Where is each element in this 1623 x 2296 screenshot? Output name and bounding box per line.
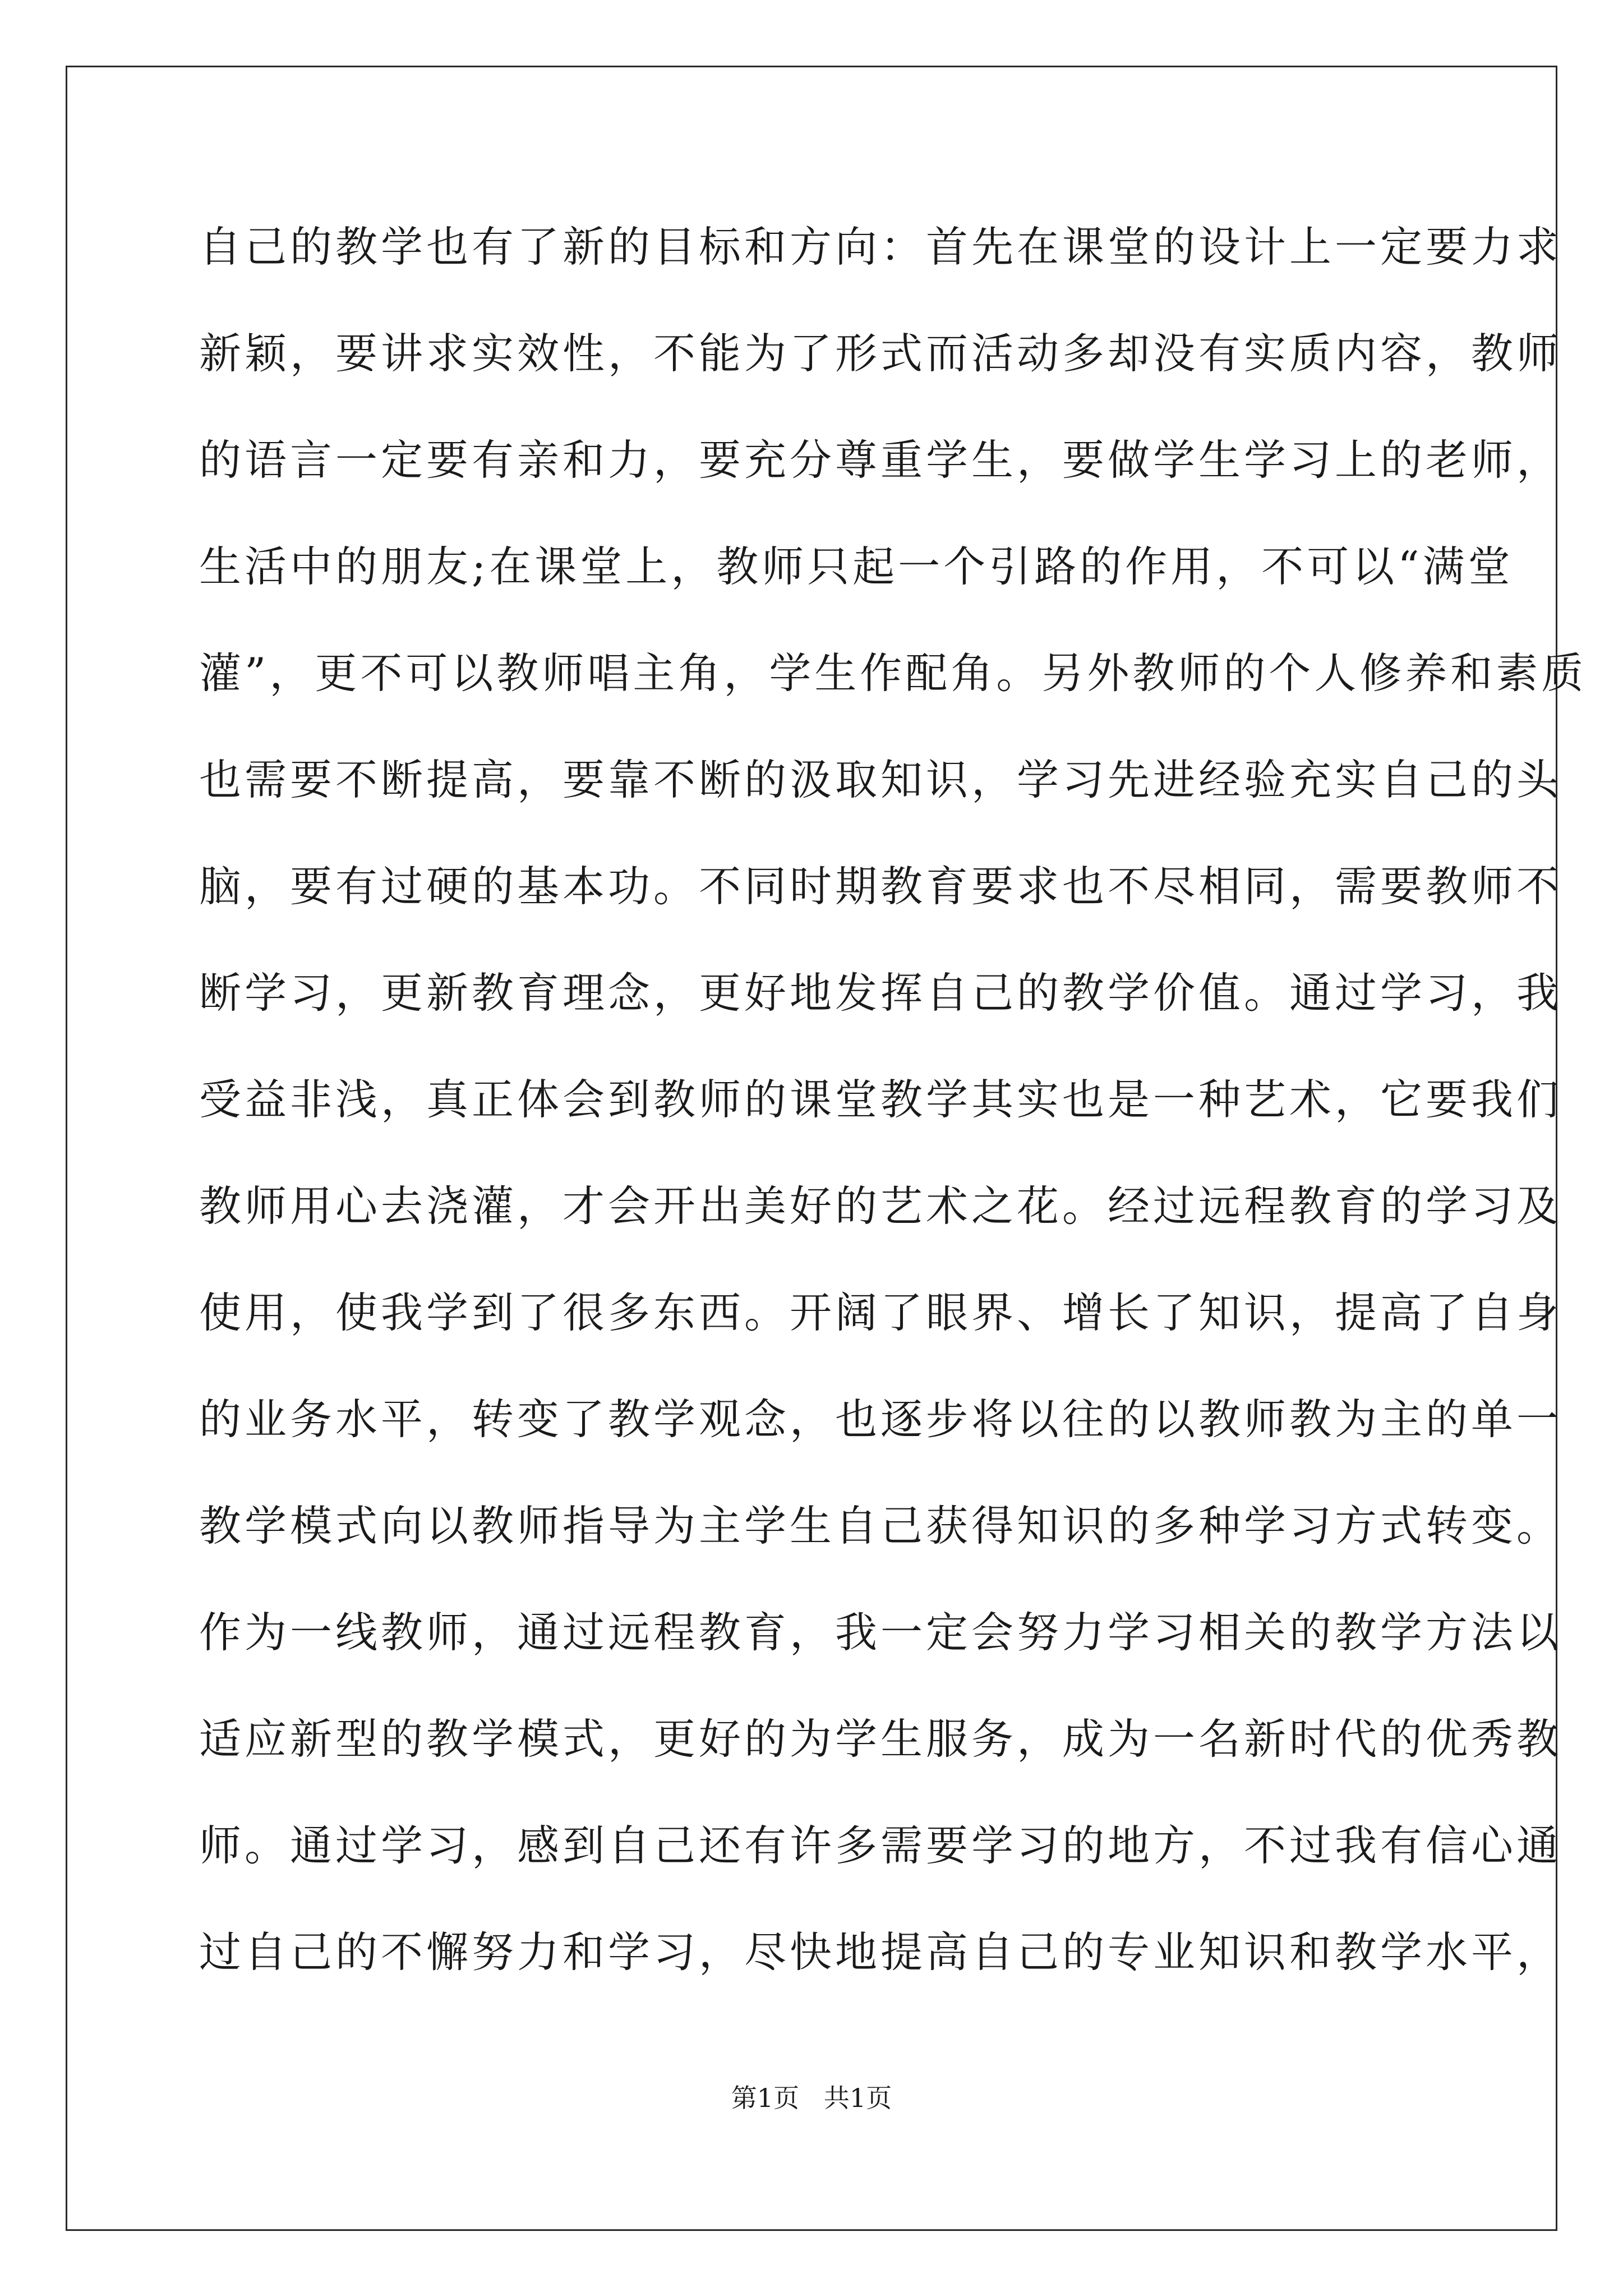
- text-line: 的语言一定要有亲和力，要充分尊重学生，要做学生学习上的老师，: [199, 435, 1562, 485]
- page-footer: 第1页 共1页: [731, 2083, 892, 2113]
- text-line: 生活中的朋友;在课堂上，教师只起一个引路的作用，不可以“满堂: [199, 542, 1514, 591]
- text-line: 适应新型的教学模式，更好的为学生服务，成为一名新时代的优秀教: [199, 1714, 1562, 1764]
- text-line: 新颖，要讲求实效性，不能为了形式而活动多却没有实质内容，教师: [199, 329, 1562, 378]
- text-line: 灌”，更不可以教师唱主角，学生作配角。另外教师的个人修养和素质: [199, 648, 1587, 698]
- document-body: [199, 216, 1587, 2028]
- text-line: 自己的教学也有了新的目标和方向：首先在课堂的设计上一定要力求: [199, 222, 1562, 272]
- text-line: 脑，要有过硬的基本功。不同时期教育要求也不尽相同，需要教师不: [199, 862, 1562, 911]
- text-line: 受益非浅，真正体会到教师的课堂教学其实也是一种艺术，它要我们: [199, 1075, 1562, 1124]
- text-line: 作为一线教师，通过远程教育，我一定会努力学习相关的教学方法以: [199, 1608, 1562, 1657]
- text-line: 的业务水平，转变了教学观念，也逐步将以往的以教师教为主的单一: [199, 1395, 1562, 1444]
- text-line: 师。通过学习，感到自己还有许多需要学习的地方，不过我有信心通: [199, 1821, 1562, 1870]
- text-line: 也需要不断提高，要靠不断的汲取知识，学习先进经验充实自己的头: [199, 755, 1562, 804]
- text-line: 教学模式向以教师指导为主学生自己获得知识的多种学习方式转变。: [199, 1501, 1562, 1550]
- text-line: 教师用心去浇灌，才会开出美好的艺术之花。经过远程教育的学习及: [199, 1181, 1562, 1231]
- text-line: 过自己的不懈努力和学习，尽快地提高自己的专业知识和教学水平，: [199, 1927, 1562, 1977]
- text-line: 断学习，更新教育理念，更好地发挥自己的教学价值。通过学习，我: [199, 968, 1562, 1018]
- text-line: 使用，使我学到了很多东西。开阔了眼界、增长了知识，提高了自身: [199, 1288, 1562, 1337]
